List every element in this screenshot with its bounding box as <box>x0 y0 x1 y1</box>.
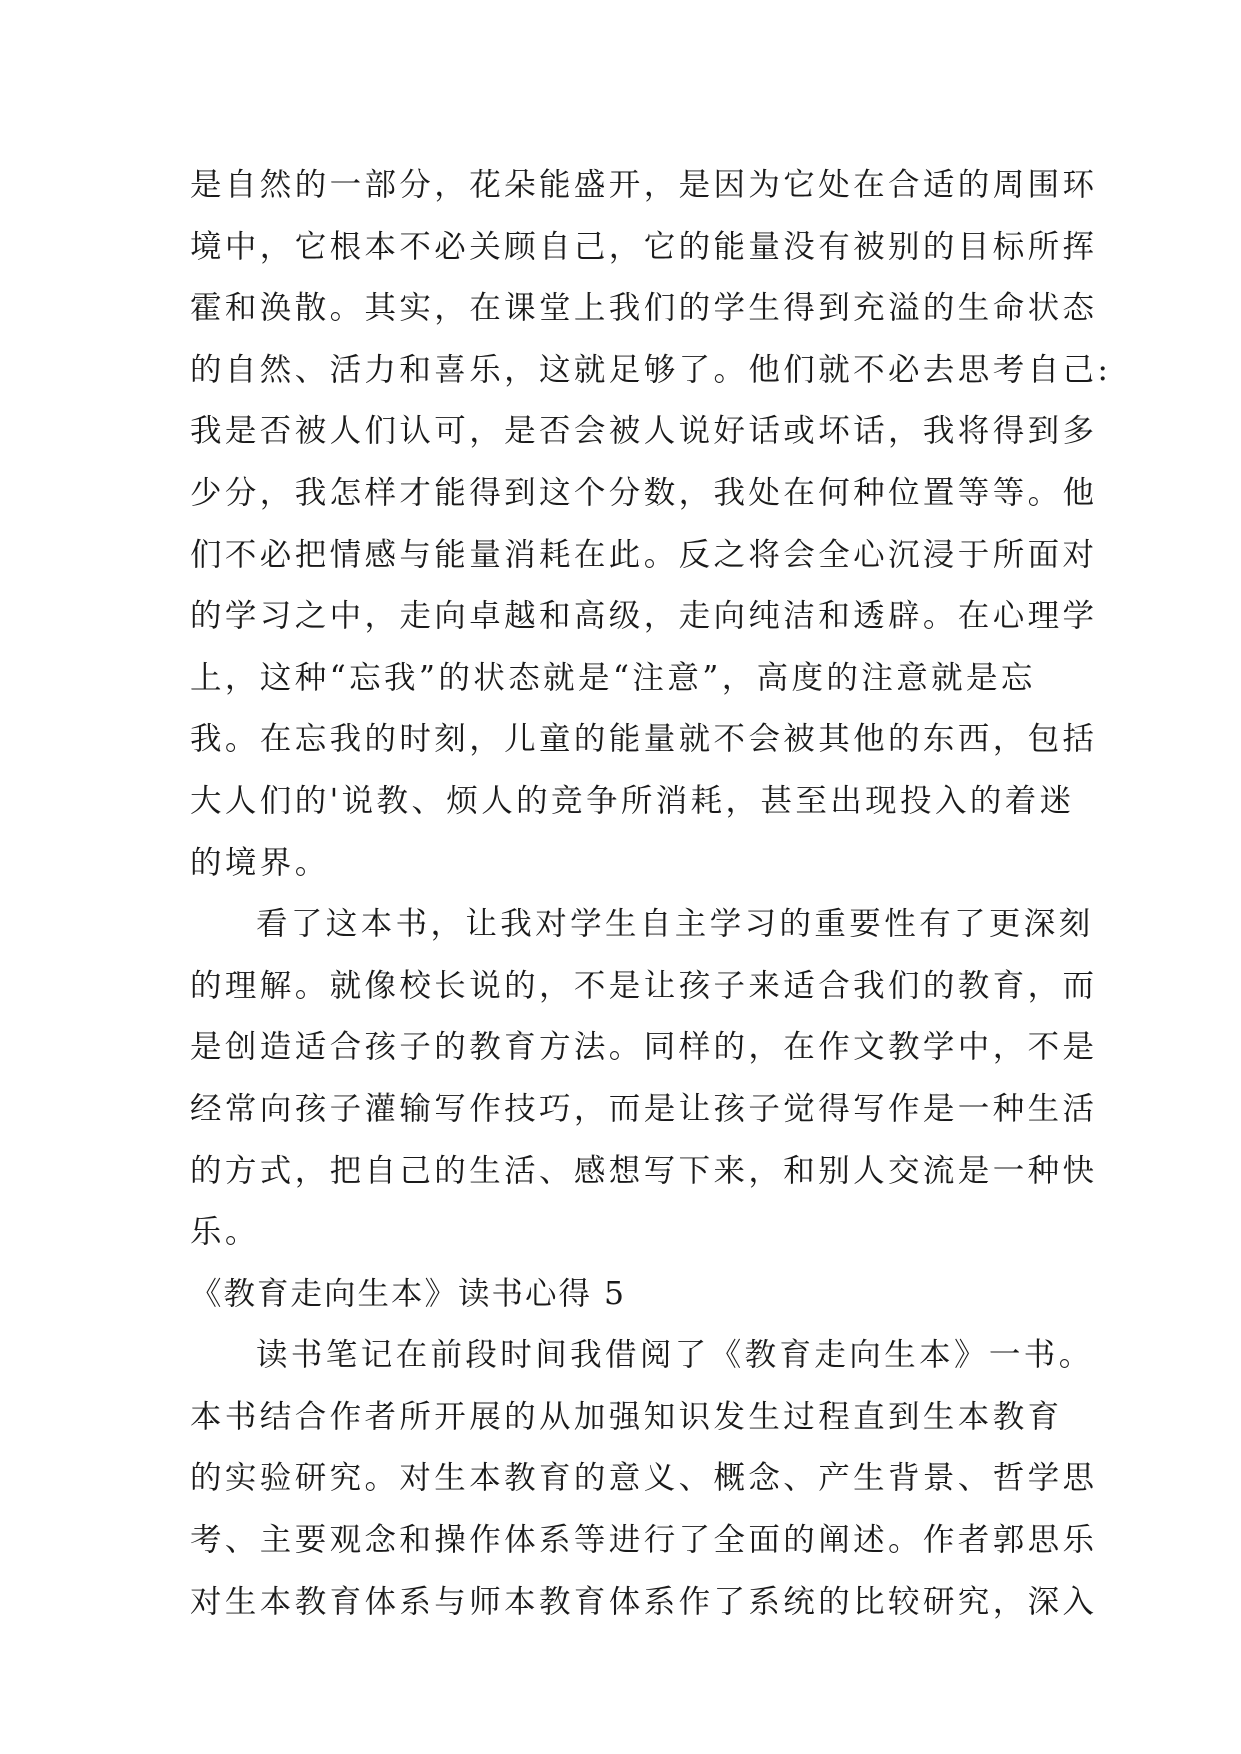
text-line: 霍和涣散。其实，在课堂上我们的学生得到充溢的生命状态 <box>190 290 1098 327</box>
paragraph-2 <box>190 894 1098 1264</box>
paragraph-3 <box>190 1325 1098 1633</box>
text-line: 读书笔记在前段时间我借阅了《教育走向生本》一书。 <box>256 1337 1094 1374</box>
text-line: 上，这种“忘我”的状态就是“注意”，高度的注意就是忘 <box>190 659 1036 696</box>
text-line: 对生本教育体系与师本教育体系作了系统的比较研究，深入 <box>190 1583 1098 1620</box>
text-line: 我。在忘我的时刻，儿童的能量就不会被其他的东西，包括 <box>190 721 1098 758</box>
text-line: 们不必把情感与能量消耗在此。反之将会全心沉浸于所面对 <box>190 536 1098 573</box>
text-line: 考、主要观念和操作体系等进行了全面的阐述。作者郭思乐 <box>190 1522 1098 1559</box>
text-line: 的实验研究。对生本教育的意义、概念、产生背景、哲学思 <box>190 1460 1098 1497</box>
text-line: 是自然的一部分，花朵能盛开，是因为它处在合适的周围环 <box>190 167 1098 203</box>
text-line: 境中，它根本不必关顾自己，它的能量没有被别的目标所挥 <box>190 228 1098 265</box>
paragraph-1 <box>190 155 1112 894</box>
text-line: 大人们的'说教、烦人的竞争所消耗，甚至出现投入的着迷 <box>190 782 1075 819</box>
text-line: 的境界。 <box>190 844 330 881</box>
text-line: 本书结合作者所开展的从加强知识发生过程直到生本教育 <box>190 1398 1063 1435</box>
text-line: 的方式，把自己的生活、感想写下来，和别人交流是一种快 <box>190 1152 1098 1189</box>
text-line: 是创造适合孩子的教育方法。同样的，在作文教学中，不是 <box>190 1029 1098 1066</box>
document-body <box>190 155 1112 1633</box>
heading-line: 《教育走向生本》读书心得 5 <box>190 1275 627 1312</box>
section-heading <box>190 1264 1060 1326</box>
text-line: 看了这本书，让我对学生自主学习的重要性有了更深刻 <box>256 906 1094 943</box>
text-line: 的理解。就像校长说的，不是让孩子来适合我们的教育，而 <box>190 967 1098 1004</box>
text-line: 经常向孩子灌输写作技巧，而是让孩子觉得写作是一种生活 <box>190 1090 1098 1127</box>
text-line: 乐。 <box>190 1214 260 1251</box>
text-line: 我是否被人们认可，是否会被人说好话或坏话，我将得到多 <box>190 413 1098 450</box>
text-line: 的学习之中，走向卓越和高级，走向纯洁和透辟。在心理学 <box>190 598 1098 635</box>
text-line: 的自然、活力和喜乐，这就足够了。他们就不必去思考自己: <box>190 351 1112 388</box>
text-line: 少分，我怎样才能得到这个分数，我处在何种位置等等。他 <box>190 474 1098 511</box>
